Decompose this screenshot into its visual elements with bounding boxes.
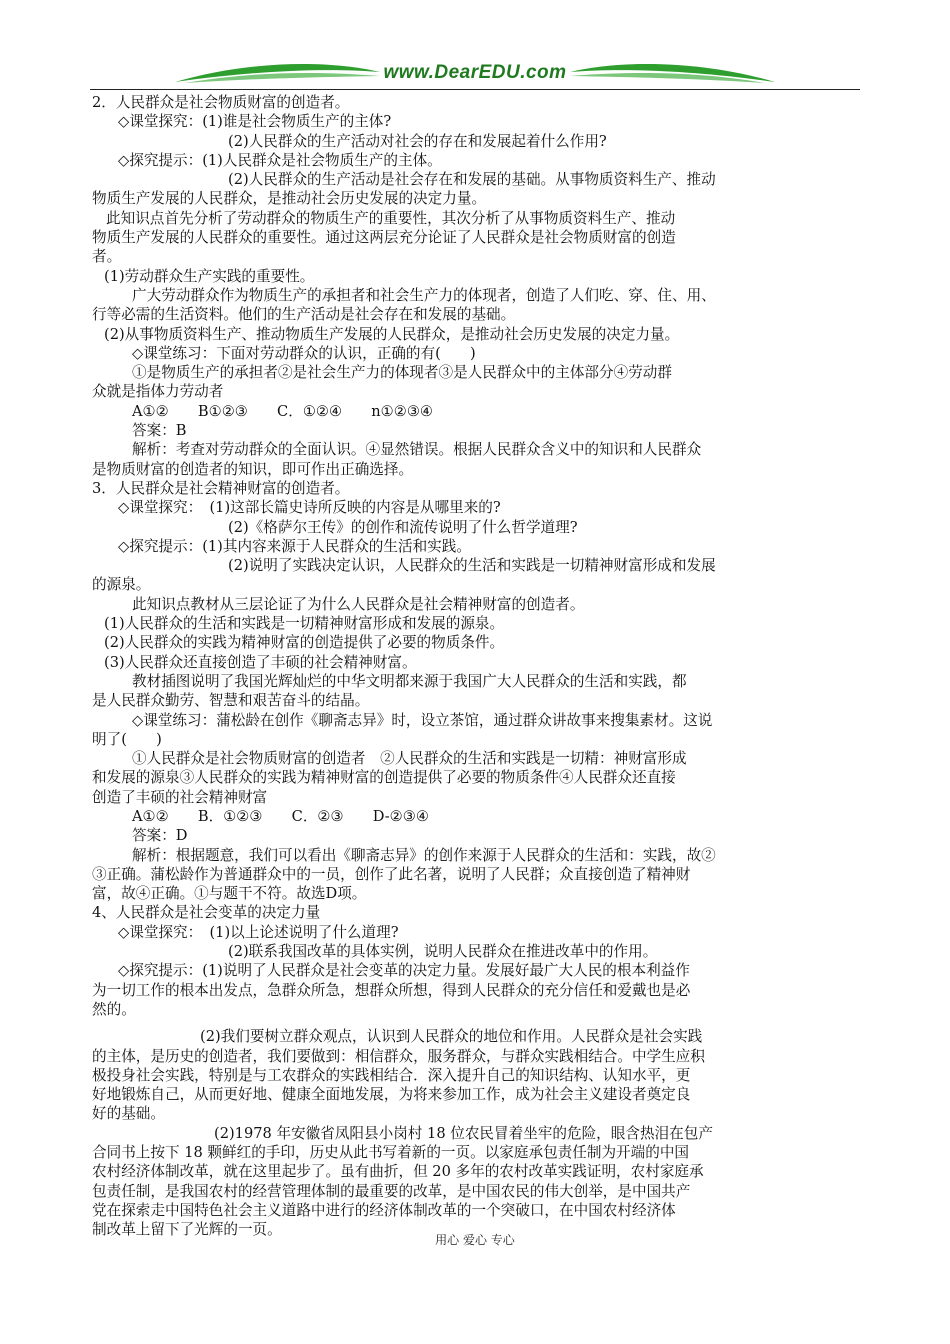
text-line: ①人民群众是社会物质财富的创造者 ②人民群众的生活和实践是一切精：神财富形成 <box>132 750 687 768</box>
text-line: ◇探究提示：(1)说明了人民群众是社会变革的决定力量。发展好最广大人民的根本利益作 <box>118 962 690 980</box>
text-line: 的主体，是历史的创造者，我们要做到：相信群众，服务群众，与群众实践相结合。中学生应积 <box>92 1047 705 1065</box>
text-line: ③正确。蒲松龄作为普通群众中的一员，创作了此名著，说明了人民群；众直接创造了精神财 <box>92 865 691 883</box>
text-line: ◇课堂探究： (1)这部长篇史诗所反映的内容是从哪里来的? <box>118 499 501 517</box>
text-line: 此知识点首先分析了劳动群众的物质生产的重要性，其次分析了从事物质资料生产、推动 <box>106 209 676 227</box>
paragraph-gap <box>92 1019 860 1027</box>
text-line: ◇探究提示：(1)人民群众是社会物质生产的主体。 <box>118 151 442 169</box>
text-line: 4、人民群众是社会变革的决定力量 <box>92 904 321 922</box>
text-line: (2)人民群众的生产活动对社会的存在和发展起着什么作用? <box>228 132 607 150</box>
text-line: (2)我们要树立群众观点，认识到人民群众的地位和作用。人民群众是社会实践 <box>200 1028 703 1046</box>
text-line: ◇课堂练习：下面对劳动群众的认识，正确的有( ) <box>132 344 476 362</box>
text-line: (2)说明了实践决定认识，人民群众的生活和实践是一切精神财富形成和发展 <box>228 557 716 575</box>
text-line: 好地锻炼自己，从而更好地、健康全面地发展，为将来参加工作，成为社会主义建设者奠定良 <box>92 1086 691 1104</box>
text-line: (2)《格萨尔王传》的创作和流传说明了什么哲学道理? <box>228 518 578 536</box>
text-line: 众就是指体力劳动者 <box>92 383 224 401</box>
text-line: 包责任制，是我国农村的经营管理体制的最重要的改革，是中国农民的伟大创举，是中国共产 <box>92 1182 691 1200</box>
text-line: 然的。 <box>92 1000 136 1018</box>
text-line: 是物质财富的创造者的知识，即可作出正确选择。 <box>92 460 414 478</box>
text-line: ◇探究提示：(1)其内容来源于人民群众的生活和实践。 <box>118 537 471 555</box>
text-line: (3)人民群众还直接创造了丰硕的社会精神财富。 <box>104 653 417 671</box>
text-line: 2．人民群众是社会物质财富的创造者。 <box>92 94 350 111</box>
text-line: 农村经济体制改革，就在这里起步了。虽有曲折，但 20 多年的农村改革实践证明，农村家庭承 <box>92 1163 704 1181</box>
text-line: 和发展的源泉③人民群众的实践为精神财富的创造提供了必要的物质条件④人民群众还直接 <box>92 769 676 787</box>
text-line: 极投身社会实践，特别是与工农群众的实践相结合．深入提升自己的知识结构、认知水平，更 <box>92 1066 691 1084</box>
text-line: (2)1978 年安徽省凤阳县小岗村 18 位农民冒着坐牢的危险，眼含热泪在包产 <box>214 1124 713 1142</box>
text-line: ◇课堂探究：(1)谁是社会物质生产的主体? <box>118 113 392 131</box>
text-line: 解析：考查对劳动群众的全面认识。④显然错误。根据人民群众含义中的知识和人民群众 <box>132 441 702 459</box>
text-line: 物质生产发展的人民群众的重要性。通过这两层充分论证了人民群众是社会物质财富的创造 <box>92 229 676 247</box>
text-line: 创造了丰硕的社会精神财富 <box>92 788 268 806</box>
text-line: 此知识点教材从三层论证了为什么人民群众是社会精神财富的创造者。 <box>132 595 585 613</box>
text-line: 物质生产发展的人民群众，是推动社会历史发展的决定力量。 <box>92 190 487 208</box>
text-line: 解析：根据题意，我们可以看出《聊斋志异》的创作来源于人民群众的生活和：实践，故② <box>132 846 716 864</box>
text-line: (1)人民群众的生活和实践是一切精神财富形成和发展的源泉。 <box>104 615 505 633</box>
site-header <box>90 58 860 92</box>
text-line: (2)联系我国改革的具体实例，说明人民群众在推进改革中的作用。 <box>228 943 658 961</box>
text-line: 答案：B <box>132 422 187 440</box>
text-line: 3．人民群众是社会精神财富的创造者。 <box>92 479 350 497</box>
text-line: 富，故④正确。①与题干不符。故选D项。 <box>92 885 367 903</box>
text-line: (1)劳动群众生产实践的重要性。 <box>104 267 315 285</box>
text-line: 制改革上留下了光辉的一页。 <box>92 1221 282 1239</box>
text-line: (2)人民群众的实践为精神财富的创造提供了必要的物质条件。 <box>104 634 505 652</box>
text-line: 为一切工作的根本出发点，急群众所急，想群众所想，得到人民群众的充分信任和爱戴也是必 <box>92 981 691 999</box>
site-logo[interactable]: www.DearEDU.com <box>383 62 567 83</box>
text-line: 教材插图说明了我国光辉灿烂的中华文明都来源于我国广大人民群众的生活和实践，都 <box>132 672 687 690</box>
page-footer: 用心 爱心 专心 <box>435 1233 515 1247</box>
text-line: 合同书上按下 18 颗鲜红的手印，历史从此书写着新的一页。以家庭承包责任制为开端的中国 <box>92 1144 690 1162</box>
text-line: (2)从事物质资料生产、推动物质生产发展的人民群众，是推动社会历史发展的决定力量。 <box>104 325 680 343</box>
text-line: 广大劳动群众作为物质生产的承担者和社会生产力的体现者，创造了人们吃、穿、住、用、 <box>132 286 716 304</box>
text-line: ◇课堂练习：蒲松龄在创作《聊斋志异》时，设立茶馆，通过群众讲故事来搜集素材。这说 <box>132 711 713 729</box>
text-line: ①是物质生产的承担者②是社会生产力的体现者③是人民群众中的主体部分④劳动群 <box>132 364 672 382</box>
text-line: A①② B①②③ C．①②④ n①②③④ <box>132 402 433 420</box>
text-line: ◇课堂探究： (1)以上论述说明了什么道理? <box>118 923 399 941</box>
text-line: 行等必需的生活资料。他们的生产活动是社会存在和发展的基础。 <box>92 306 516 324</box>
text-line: 党在探索走中国特色社会主义道路中进行的经济体制改革的一个突破口，在中国农村经济体 <box>92 1201 676 1219</box>
text-line: 是人民群众勤劳、智慧和艰苦奋斗的结晶。 <box>92 692 370 710</box>
text-line: 答案：D <box>132 827 188 845</box>
document-body <box>92 93 860 1240</box>
header-divider <box>90 89 860 90</box>
text-line: 明了( ) <box>92 730 162 748</box>
text-line: (2)人民群众的生产活动是社会存在和发展的基础。从事物质资料生产、推动 <box>228 171 716 189</box>
text-line: A①② B．①②③ C．②③ D-②③④ <box>132 807 429 825</box>
text-line: 好的基础。 <box>92 1105 165 1123</box>
text-line: 的源泉。 <box>92 576 151 594</box>
text-line: 者。 <box>92 248 122 266</box>
